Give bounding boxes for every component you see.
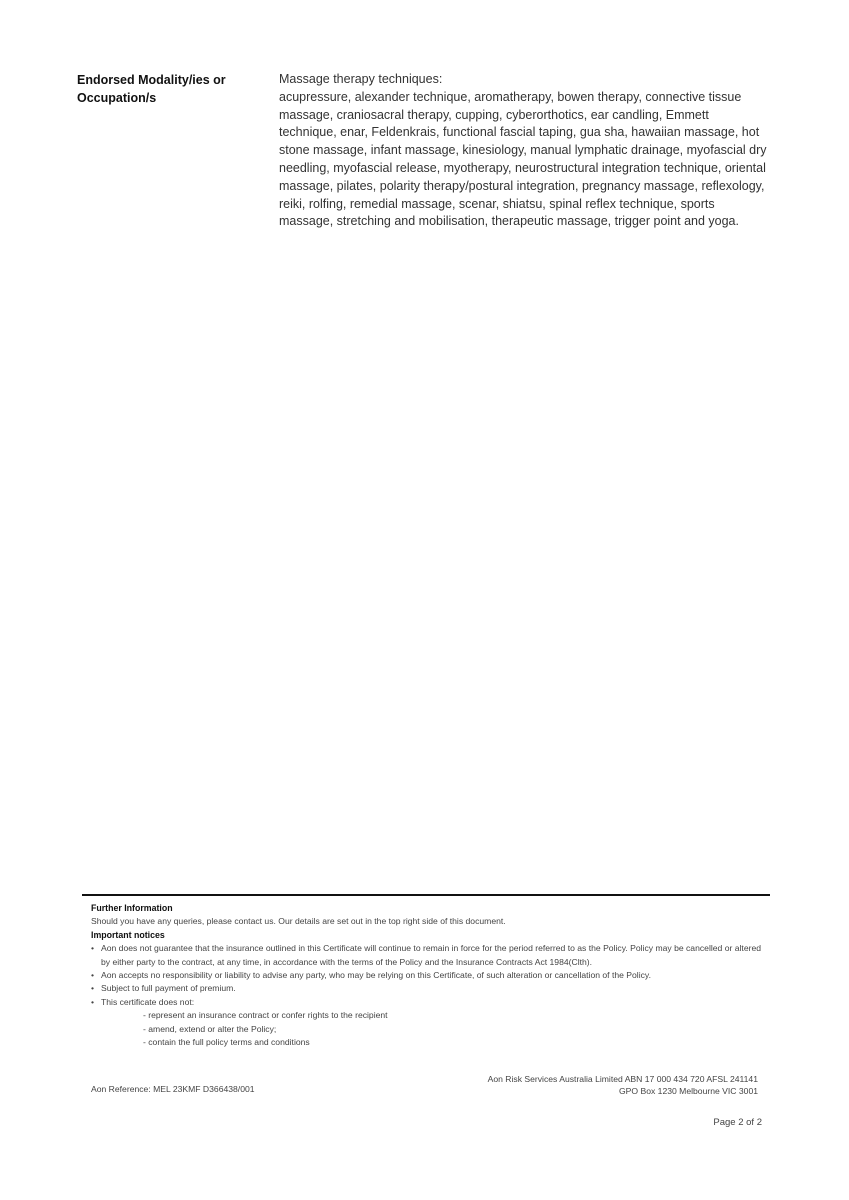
footer-notices bbox=[91, 902, 765, 1049]
notice-text: Subject to full payment of premium. bbox=[101, 983, 236, 994]
bullet: • bbox=[91, 983, 95, 994]
notice-item bbox=[91, 942, 765, 969]
does-not-item: - amend, extend or alter the Policy; bbox=[143, 1023, 277, 1034]
notice-item bbox=[91, 969, 765, 982]
does-not-item: - contain the full policy terms and conditions bbox=[143, 1037, 310, 1048]
bullet: • bbox=[91, 970, 95, 981]
company-line1: Aon Risk Services Australia Limited ABN 17 000 434 720 AFSL 241141 bbox=[487, 1074, 758, 1084]
important-notices-heading: Important notices bbox=[91, 929, 165, 940]
aon-reference: Aon Reference: MEL 23KMF D366438/001 bbox=[91, 1084, 255, 1094]
does-not-list bbox=[143, 1009, 765, 1049]
endorsement-label bbox=[77, 71, 267, 107]
endorsement-content bbox=[279, 71, 767, 231]
notice-text: This certificate does not: bbox=[101, 996, 195, 1007]
endorsement-label-line1: Endorsed Modality/ies or bbox=[77, 73, 226, 87]
notice-text: Aon does not guarantee that the insurance outlined in this Certificate will continue to remain in force for the period referred to as the Policy. Policy may be cancelled or altered by either party to the contract, at any time, in accordance with the terms of the Policy and the Insurance Contracts Act 1984(Clth). bbox=[101, 943, 762, 967]
company-line2: GPO Box 1230 Melbourne VIC 3001 bbox=[618, 1086, 758, 1096]
techniques-intro: Massage therapy techniques: bbox=[279, 72, 443, 86]
further-information-text: Should you have any queries, please contact us. Our details are set out in the top right side of this document. bbox=[91, 916, 506, 927]
bullet: • bbox=[91, 943, 95, 954]
endorsement-label-line2: Occupation/s bbox=[77, 91, 157, 105]
techniques-list: acupressure, alexander technique, aromatherapy, bowen therapy, connective tissue massage, craniosacral therapy, cupping, cyberorthotics, ear candling, Emmett technique, enar, Feldenkrais, functional fascial taping, gua sha, hawaiian massage, hot stone massage, infant massage, kinesiology, manual lymphatic drainage, myofascial dry needling, myofascial release, myotherapy, neurostructural integration technique, oriental massage, pilates, polarity therapy/postural integration, pregnancy massage, reflexology, reiki, rolfing, remedial massage, scenar, shiatsu, spinal reflex technique, sports massage, stretching and mobilisation, therapeutic massage, trigger point and yoga. bbox=[279, 89, 767, 229]
further-information-heading: Further Information bbox=[91, 903, 173, 913]
notice-text: Aon accepts no responsibility or liability to advise any party, who may be relying on this Certificate, of such alteration or cancellation of the Policy. bbox=[101, 970, 651, 981]
does-not-item: - represent an insurance contract or confer rights to the recipient bbox=[143, 1010, 388, 1021]
bullet: • bbox=[91, 996, 95, 1007]
footer-divider bbox=[82, 894, 770, 896]
page-number: Page 2 of 2 bbox=[713, 1117, 762, 1128]
company-details bbox=[488, 1073, 758, 1097]
notice-item bbox=[91, 996, 765, 1009]
notice-item bbox=[91, 982, 765, 995]
